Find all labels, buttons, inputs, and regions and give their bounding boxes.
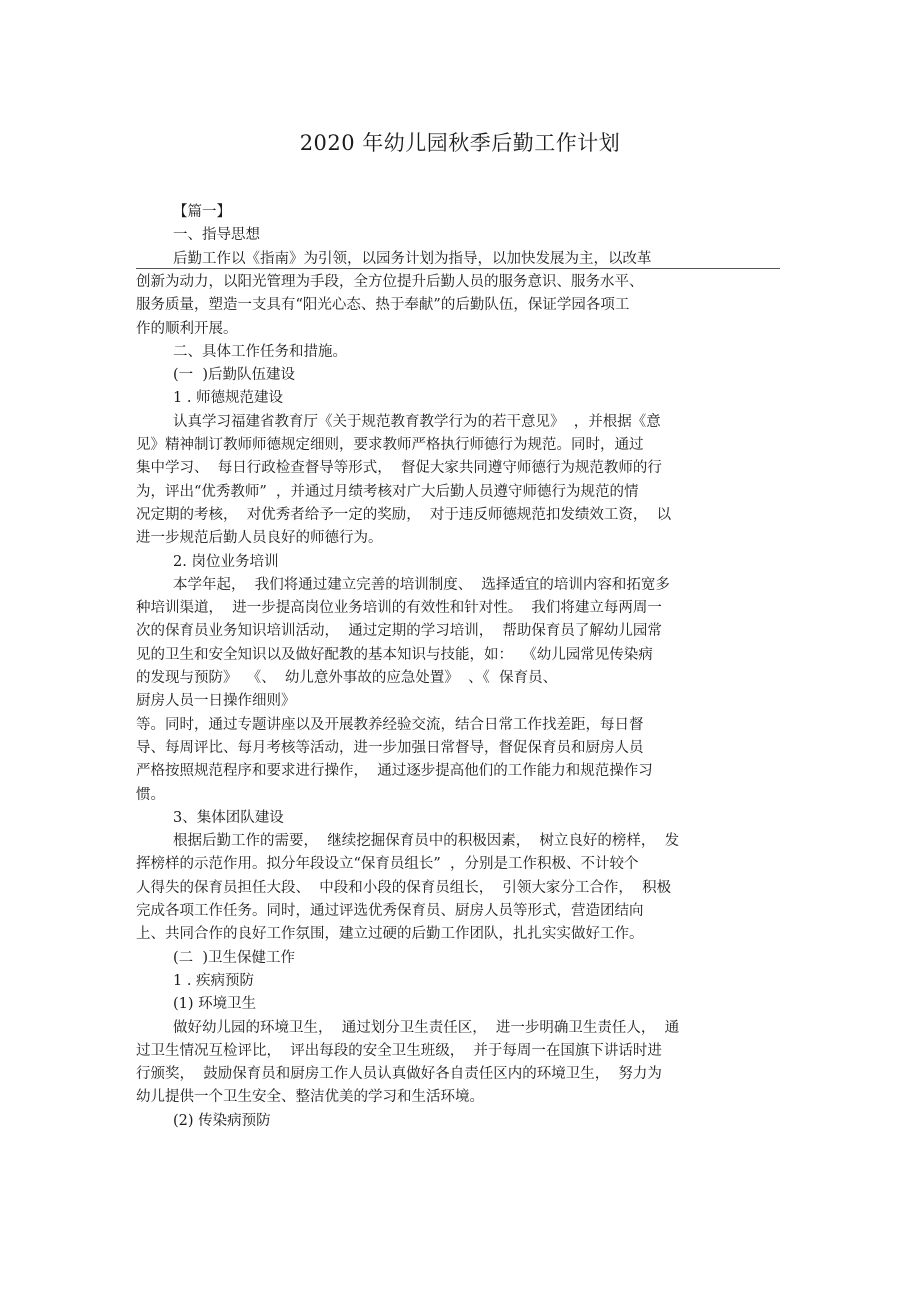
body-line: 服务质量，塑造一支具有“阳光心态、热于奉献”的后勤队伍，保证学园各项工 [136, 297, 630, 314]
document-title: 2020 年幼儿园秋季后勤工作计划 [299, 131, 621, 155]
body-line: 一、指导思想 [173, 227, 260, 244]
body-line: 严格按照规范程序和要求进行操作， 通过逐步提高他们的工作能力和规范操作习 [136, 763, 653, 780]
body-line: 创新为动力，以阳光管理为手段，全方位提升后勤人员的服务意识、服务水平、 [136, 273, 644, 290]
body-line: 认真学习福建省教育厅《关于规范教育教学行为的若干意见》 ，并根据《意 [173, 413, 661, 430]
body-line: (一 )后勤队伍建设 [173, 367, 296, 384]
body-line: 做好幼儿园的环境卫生， 通过划分卫生责任区， 进一步明确卫生责任人， 通 [173, 1019, 680, 1036]
body-line: (2) 传染病预防 [173, 1112, 271, 1129]
body-line: 况定期的考核， 对优秀者给予一定的奖励， 对于违反师德规范扣发绩效工资， 以 [136, 506, 672, 523]
body-line: 根据后勤工作的需要， 继续挖掘保育员中的积极因素， 树立良好的榜样， 发 [173, 833, 680, 850]
body-line: 次的保育员业务知识培训活动， 通过定期的学习培训， 帮助保育员了解幼儿园常 [136, 623, 662, 640]
body-line: 行颁奖， 鼓励保育员和厨房工作人员认真做好各自责任区内的环境卫生， 努力为 [136, 1066, 662, 1083]
body-line: 惯。 [136, 786, 165, 803]
body-line: 种培训渠道， 进一步提高岗位业务培训的有效性和针对性。 我们将建立每两周一 [136, 600, 662, 617]
body-line: 的发现与预防》 《、 幼儿意外事故的应急处置》 、《 保育员、 [136, 670, 558, 686]
body-line: 1 . 师德规范建设 [173, 390, 284, 407]
body-line: 3、集体团队建设 [173, 809, 284, 826]
body-line: 幼儿提供一个卫生安全、整洁优美的学习和生活环境。 [136, 1089, 484, 1106]
body-line: 人得失的保育员担任大段、 中段和小段的保育员组长， 引领大家分工合作， 积极 [136, 879, 672, 896]
body-line: 挥榜样的示范作用。拟分年段设立“保育员组长” ，分别是工作积极、不计较个 [136, 856, 639, 873]
body-line: 过卫生情况互检评比， 评出每段的安全卫生班级， 并于每周一在国旗下讲话时进 [136, 1042, 662, 1059]
body-line: 本学年起， 我们将通过建立完善的培训制度、 选择适宜的培训内容和拓宽多 [173, 576, 670, 593]
body-line: 进一步规范后勤人员良好的师德行为。 [136, 530, 383, 547]
body-line: 二、具体工作任务和措施。 [173, 343, 347, 360]
body-line: 1 . 疾病预防 [173, 972, 255, 989]
body-line: 作的顺利开展。 [136, 320, 238, 337]
body-line: (1) 环境卫生 [173, 996, 257, 1013]
body-line: 见》精神制订教师师德规定细则，要求教师严格执行师德行为规范。同时，通过 [136, 437, 644, 453]
body-line: 2. 岗位业务培训 [173, 553, 279, 570]
body-line: 完成各项工作任务。同时，通过评选优秀保育员、厨房人员等形式，营造团结向 [136, 903, 644, 919]
body-line: (二 )卫生保健工作 [173, 949, 296, 966]
body-line: 后勤工作以《指南》为引领，以园务计划为指导，以加快发展为主，以改革 [173, 250, 652, 267]
body-line: 厨房人员一日操作细则》 [136, 693, 296, 710]
body-line: 等。同时，通过专题讲座以及开展教养经验交流，结合日常工作找差距，每日督 [136, 716, 644, 733]
section-label: 【篇一】 [173, 204, 231, 220]
body-line: 集中学习、 每日行政检查督导等形式， 督促大家共同遵守师德行为规范教师的行 [136, 460, 662, 477]
body-line: 导、每周评比、每月考核等活动，进一步加强日常督导，督促保育员和厨房人员 [136, 739, 644, 756]
body-line: 为，评出“优秀教师” ，并通过月绩考核对广大后勤人员遵守师德行为规范的情 [136, 483, 639, 500]
body-line: 上、共同合作的良好工作氛围，建立过硬的后勤工作团队，扎扎实实做好工作。 [136, 926, 644, 943]
body-line: 见的卫生和安全知识以及做好配教的基本知识与技能，如： 《幼儿园常见传染病 [136, 646, 653, 663]
